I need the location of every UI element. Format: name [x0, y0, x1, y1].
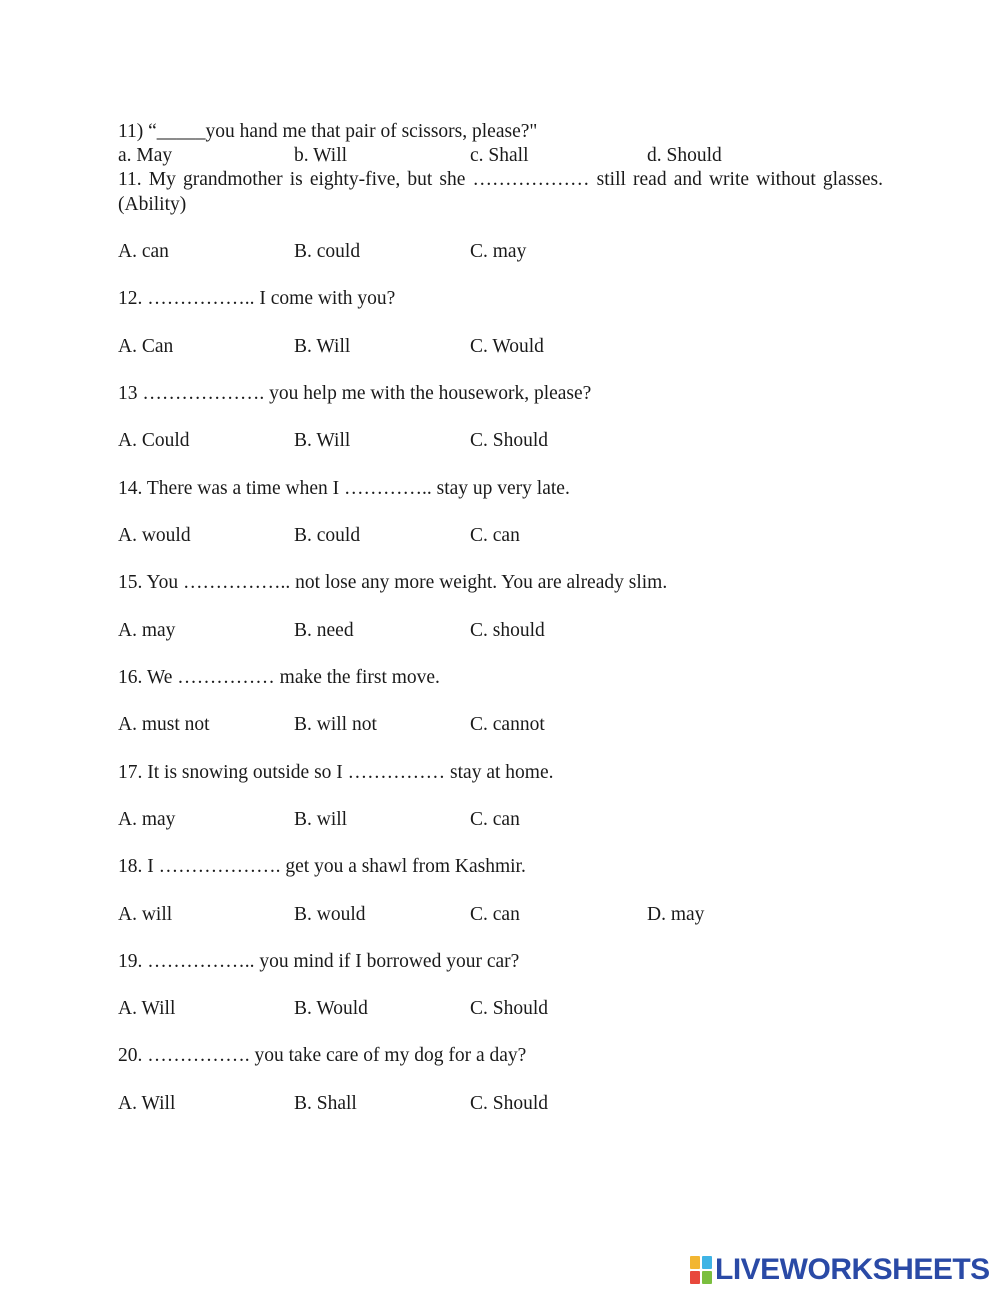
- option-c[interactable]: C. can: [470, 525, 520, 546]
- option-b[interactable]: b. Will: [294, 145, 348, 166]
- question-11a-prompt: 11) “_____you hand me that pair of scissors, please?": [118, 121, 538, 142]
- option-c[interactable]: C. Should: [470, 1093, 549, 1114]
- option-b[interactable]: B. would: [294, 904, 366, 925]
- option-c[interactable]: C. should: [470, 620, 545, 641]
- option-a[interactable]: A. Will: [118, 1093, 176, 1114]
- option-b[interactable]: B. Would: [294, 998, 368, 1019]
- option-a[interactable]: A. must not: [118, 714, 210, 735]
- question-19-prompt: 19. …………….. you mind if I borrowed your car?: [118, 951, 520, 972]
- question-18-prompt: 18. I ………………. get you a shawl from Kashmir.: [118, 856, 526, 877]
- option-a[interactable]: A. may: [118, 809, 176, 830]
- question-12-prompt: 12. …………….. I come with you?: [118, 288, 396, 309]
- option-b[interactable]: B. could: [294, 525, 361, 546]
- question-13-prompt: 13 ………………. you help me with the housework, please?: [118, 383, 592, 404]
- question-17-prompt: 17. It is snowing outside so I …………… stay at home.: [118, 762, 554, 783]
- option-c[interactable]: C. can: [470, 904, 520, 925]
- question-15-prompt: 15. You …………….. not lose any more weight. You are already slim.: [118, 572, 668, 593]
- option-b[interactable]: B. could: [294, 241, 361, 262]
- option-c[interactable]: c. Shall: [470, 145, 529, 166]
- option-c[interactable]: C. cannot: [470, 714, 545, 735]
- option-a[interactable]: A. would: [118, 525, 191, 546]
- option-b[interactable]: B. need: [294, 620, 354, 641]
- option-a[interactable]: A. Could: [118, 430, 190, 451]
- option-a[interactable]: A. can: [118, 241, 169, 262]
- option-a[interactable]: A. will: [118, 904, 173, 925]
- option-b[interactable]: B. Will: [294, 336, 351, 357]
- question-20-prompt: 20. ……………. you take care of my dog for a day?: [118, 1045, 527, 1066]
- option-c[interactable]: C. Should: [470, 430, 549, 451]
- option-d[interactable]: D. may: [647, 904, 705, 925]
- logo-text: LIVEWORKSHEETS: [715, 1253, 990, 1286]
- option-a[interactable]: A. Can: [118, 336, 174, 357]
- question-16-prompt: 16. We …………… make the first move.: [118, 667, 440, 688]
- option-b[interactable]: B. will: [294, 809, 348, 830]
- option-a[interactable]: a. May: [118, 145, 173, 166]
- liveworksheets-logo: [690, 1253, 990, 1287]
- question-11b-prompt: 11. My grandmother is eighty-five, but she ……………… still read and write without glasses. (Ability): [118, 169, 883, 215]
- option-c[interactable]: C. can: [470, 809, 520, 830]
- option-b[interactable]: B. Shall: [294, 1093, 357, 1114]
- logo-mark-icon: [690, 1256, 712, 1284]
- option-b[interactable]: B. will not: [294, 714, 377, 735]
- option-a[interactable]: A. may: [118, 620, 176, 641]
- option-a[interactable]: A. Will: [118, 998, 176, 1019]
- option-d[interactable]: d. Should: [647, 145, 722, 166]
- option-c[interactable]: C. Would: [470, 336, 544, 357]
- option-c[interactable]: C. Should: [470, 998, 549, 1019]
- question-14-prompt: 14. There was a time when I ………….. stay up very late.: [118, 478, 570, 499]
- option-b[interactable]: B. Will: [294, 430, 351, 451]
- option-c[interactable]: C. may: [470, 241, 527, 262]
